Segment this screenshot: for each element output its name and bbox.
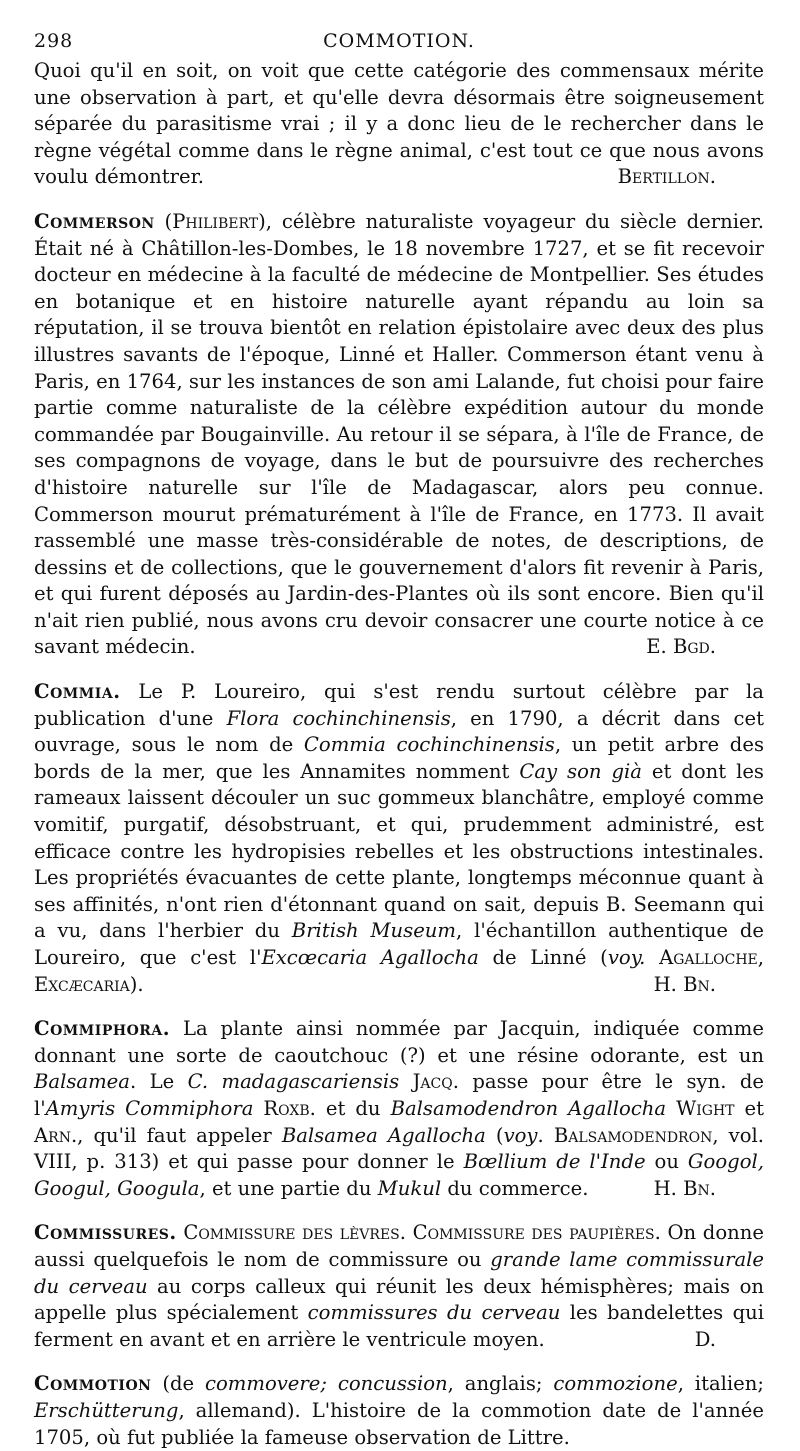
entry-text: , vol. VIII, p. 313) et qui passe pour donner le	[34, 1123, 764, 1174]
italic-term: Balsamea	[34, 1070, 130, 1094]
entry-headword: Commotion	[34, 1372, 152, 1396]
entry-commotion	[34, 1371, 764, 1451]
author-signature: H. Bn.	[653, 1176, 716, 1200]
small-caps-term: Jacq	[412, 1070, 453, 1094]
italic-term: voy	[503, 1123, 538, 1147]
entry-body	[34, 58, 764, 191]
entry-text: de Linné (	[478, 946, 608, 969]
running-header	[34, 24, 764, 58]
entry-text: , anglais;	[447, 1372, 554, 1396]
entry-headword: Commiphora.	[34, 1017, 171, 1041]
entry-text	[399, 1070, 412, 1093]
small-caps-term: Wight	[676, 1096, 735, 1120]
small-caps-term: Roxb	[263, 1096, 310, 1120]
entry-text	[666, 1097, 676, 1120]
small-caps-term: Philibert	[172, 209, 259, 233]
entry-text: au corps calleux qui réunit les deux hémisphères; mais on appelle plus spécialement	[34, 1274, 764, 1325]
entry-text: ), célèbre naturaliste voyageur du siècle dernier. Était né à Châtillon-les-Dombes, le 18 novembre 1727, et se fit recevoir docteur en médecine à la faculté de médecine de Montpellier. Ses études en botanique et en histoire naturelle ayant répandu au loin sa réputation, il se trouva bientôt en relation épistolaire avec deux des plus illustres savants de l'époque, Linné et Haller. Commerson étant venu à Paris, en 1764, sur les instances de son ami Lalande, fut choisi pour faire partie comme naturaliste de la célèbre expédition autour du monde commandée par Bougainville. Au retour il se sépara, à l'île de France, de ses compagnons de voyage, dans le but de poursuivre des recherches d'histoire naturelle sur l'île de Madagascar, alors peu connue. Commerson mourut prématurément à l'île de France, en 1773. Il avait rassemblé une masse très-considérable de notes, de descriptions, de dessins et de collections, que le gouvernement d'alors fit revenir à Paris, et qui furent déposés au Jardin-des-Plantes où ils sont encore. Bien qu'il n'ait rien publié, nous avons cru devoir consacrer une courte notice à ce savant médecin.	[34, 209, 764, 659]
entry-commiphora	[34, 1016, 764, 1202]
entry-text: .	[399, 1221, 413, 1245]
author-signature: H. Bn.	[653, 972, 716, 996]
entry-text: ou	[645, 1150, 688, 1174]
entry-text: et dont les rameaux laissent découler un suc gommeux blanchâtre, employé comme vomitif, purgatif, désobstruant, et qui, prudemment administré, est efficace contre les hydropisies rebelles et les obstructions intestinales. Les propriétés évacuantes de cette plante, longtemps méconnue quant à ses affinités, n'ont rien d'étonnant quand on sait, depuis B. Seemann qui a vu, dans l'herbier du	[34, 759, 764, 943]
italic-term: Bœllium de l'Inde	[463, 1150, 646, 1174]
italic-term: commozione	[553, 1372, 678, 1396]
italic-term: grande lame commissurale du cerveau	[34, 1247, 764, 1298]
entry-body	[34, 1220, 764, 1353]
author-signature: E. Bgd.	[646, 635, 716, 659]
entry-commensaux-end	[34, 58, 764, 191]
entry-headword: Commia.	[34, 680, 121, 704]
italic-term: Balsamea Agallocha	[281, 1123, 486, 1147]
entry-text: , allemand). L'histoire de la commotion date de l'année 1705, où fut publiée la fameuse observation de Littre.	[34, 1398, 764, 1449]
italic-term: voy.	[607, 946, 646, 969]
entry-text: les bandelettes qui ferment en avant et en arrière le ventricule moyen.	[34, 1301, 764, 1351]
italic-term: Balsamodendron Agallocha	[390, 1096, 667, 1120]
entry-text: ., qu'il faut appeler	[70, 1123, 282, 1147]
page-number: 298	[34, 30, 74, 52]
small-caps-term: Balsamodendron	[553, 1123, 713, 1147]
entry-text: . Le	[129, 1070, 188, 1094]
entry-commia	[34, 679, 764, 998]
small-caps-term: Arn	[34, 1123, 71, 1147]
italic-term: Googol, Googul, Googula	[34, 1150, 764, 1200]
entry-body	[34, 1016, 764, 1202]
italic-term: commissures du cerveau	[307, 1301, 561, 1325]
entry-body	[34, 679, 764, 998]
entry-text: (	[154, 209, 173, 233]
small-caps-term: Excæcaria	[34, 972, 130, 996]
entry-text: , un petit arbre des bords de la mer, que les Annamites nomment	[34, 733, 765, 783]
entry-headword: Commerson	[34, 209, 155, 233]
entry-text	[645, 946, 659, 969]
entry-text: .	[537, 1123, 554, 1147]
entries-container	[34, 58, 764, 1451]
italic-term: Flora cochinchinensis	[226, 706, 451, 730]
author-signature: D.	[694, 1327, 716, 1351]
entry-headword: Commissures.	[34, 1221, 177, 1245]
entry-text: . On donne aussi quelquefois le nom de commissure ou	[34, 1221, 764, 1271]
entry-text: , italien;	[677, 1372, 764, 1396]
italic-term: C. madagascariensis	[187, 1070, 400, 1094]
entry-text: , l'échantillon authentique de Loureiro, que c'est l'	[34, 919, 764, 969]
entry-text: , en 1790, a décrit dans cet ouvrage, sous le nom de	[34, 706, 764, 757]
italic-term: Cay son già	[519, 759, 642, 783]
entry-text: (	[485, 1123, 504, 1147]
entry-text: ).	[129, 972, 144, 996]
entry-text: et	[734, 1096, 765, 1120]
author-signature: Bertillon.	[617, 165, 716, 189]
italic-term: Amyris Commiphora	[45, 1096, 254, 1120]
entry-text: Le P. Loureiro, qui s'est rendu surtout célèbre par la publication d'une	[34, 680, 764, 730]
entry-text: ,	[757, 946, 764, 969]
italic-term: commovere; concussion	[205, 1372, 448, 1396]
entry-text	[253, 1097, 263, 1120]
small-caps-term: Commissure des paupières	[412, 1221, 655, 1245]
small-caps-term: Commissure des lèvres	[183, 1221, 400, 1245]
italic-term: Excœcaria Agallocha	[261, 946, 479, 969]
entry-text: (de	[151, 1372, 206, 1396]
entry-text: Quoi qu'il en soit, on voit que cette catégorie des commensaux mérite une observation à part, et qu'elle devra désormais être soigneusement séparée du parasitisme vrai ; il y a donc lieu de le rechercher dans le règne végétal comme dans le règne animal, c'est tout ce que nous avons voulu démontrer.	[34, 59, 764, 189]
italic-term: Erschütterung	[34, 1398, 179, 1422]
entry-body	[34, 1371, 764, 1451]
entry-commerson	[34, 209, 764, 661]
italic-term: Commia cochinchinensis	[303, 733, 555, 757]
entry-text: . et du	[309, 1096, 391, 1120]
small-caps-term: Agalloche	[659, 946, 758, 969]
entry-text: La plante ainsi nommée par Jacquin, indiquée comme donnant une sorte de caoutchouc (?) et une résine odorante, est un	[34, 1017, 764, 1067]
entry-text: . passe pour être le syn. de l'	[34, 1070, 765, 1120]
entry-body	[34, 209, 764, 661]
entry-text: du commerce.	[441, 1176, 589, 1200]
entry-text: , et une partie du	[199, 1176, 378, 1200]
italic-term: British Museum	[291, 919, 457, 943]
running-title: COMMOTION.	[323, 30, 475, 52]
italic-term: Mukul	[377, 1176, 442, 1200]
entry-commissures	[34, 1220, 764, 1353]
